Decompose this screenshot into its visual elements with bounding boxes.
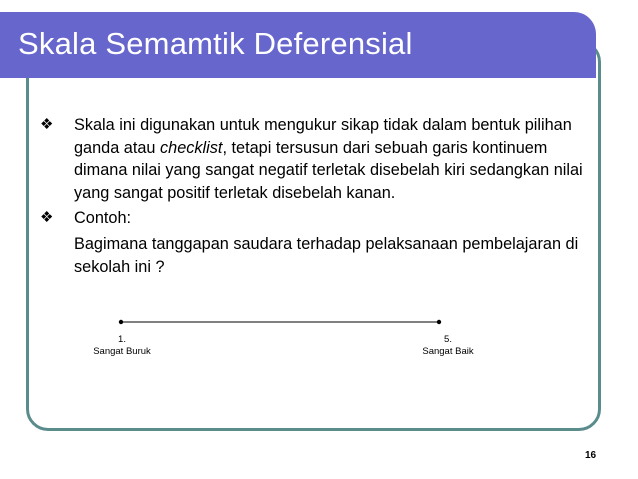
example-question: Bagimana tanggapan saudara terhadap pelaksanaan pembelajaran di sekolah ini ? [74,234,579,276]
scale-left-text: Sangat Buruk [93,346,151,357]
scale-left-number: 1. [118,334,126,345]
diamond-bullet-icon: ❖ [40,209,54,227]
bullet-item-example [38,207,588,230]
bullet-item-definition [38,114,588,204]
definition-text-start: Skala ini digunakan untuk mengukur sikap tidak dalam bentuk pilihan ganda atau [74,116,572,157]
scale-right-label [402,334,494,358]
definition-text-end: , tetapi tersusun dari sebuah garis kontinuem dimana nilai yang sangat negatif terletak disebelah kiri sedangkan nilai yang sangat positif terletak disebelah kanan. [74,138,583,202]
definition-text-italic: checklist [160,138,223,157]
scale-right-number: 5. [444,334,452,345]
slide-body [38,114,588,278]
page-number: 16 [585,450,597,461]
scale-left-label [76,334,168,358]
diamond-bullet-icon: ❖ [40,116,54,133]
scale-right-text: Sangat Baik [422,346,474,357]
slide-title: Skala Semamtik Deferensial [18,26,413,61]
example-label: Contoh: [74,209,132,228]
